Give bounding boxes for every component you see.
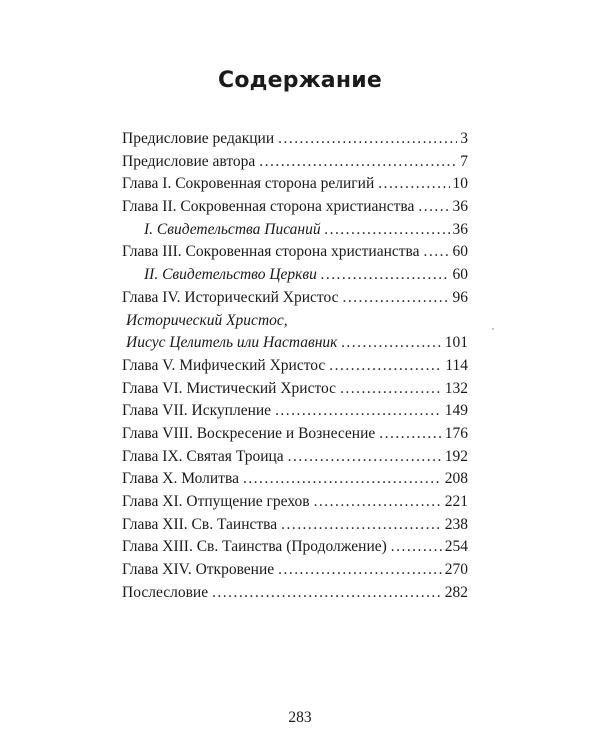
- toc-entry-chapter-11[interactable]: [122, 491, 468, 514]
- toc-entry-chapter-5[interactable]: [122, 355, 468, 378]
- toc-entry-page: 101: [444, 334, 468, 352]
- toc-entry-chapter-1[interactable]: [122, 173, 468, 196]
- toc-entry-page: 96: [452, 288, 468, 306]
- toc-entry-page: 254: [444, 538, 468, 556]
- toc-entry-afterword[interactable]: [122, 582, 468, 605]
- toc-entry-chapter-7[interactable]: [122, 400, 468, 423]
- page-title: Содержание: [218, 68, 382, 93]
- toc-entry-chapter-10[interactable]: [122, 468, 468, 491]
- toc-entry-page: 221: [444, 493, 468, 510]
- toc-entry-title: Глава IV. Исторический Христос: [122, 288, 339, 306]
- toc-entry-title: Глава XII. Св. Таинства: [122, 515, 278, 533]
- toc-entry-page: 282: [444, 583, 468, 601]
- toc-entry-title: II. Свидетельство Церкви: [144, 266, 317, 284]
- toc-entry-chapter-3-section-2[interactable]: [122, 264, 468, 287]
- toc-entry-page: 176: [444, 424, 468, 442]
- toc-entry-title: Послесловие: [122, 583, 209, 601]
- toc-entry-chapter-4-subtitle-line-1[interactable]: [122, 310, 468, 333]
- toc-entry-chapter-2[interactable]: [122, 196, 468, 219]
- toc-entry-page: 36: [452, 198, 468, 216]
- toc-entry-title: Глава XI. Отпущение грехов: [122, 493, 310, 510]
- dot-leader: [278, 128, 457, 151]
- toc-entry-page: 7: [460, 152, 468, 170]
- toc-entry-authors-preface[interactable]: [122, 151, 468, 174]
- toc-entry-title: Предисловие редакции: [122, 130, 275, 147]
- dot-leader: [259, 151, 457, 174]
- toc-entry-chapter-13[interactable]: [122, 536, 468, 559]
- toc-entry-title: Глава VII. Искупление: [122, 402, 272, 420]
- toc-entry-chapter-6[interactable]: [122, 378, 468, 401]
- dot-leader: [243, 468, 442, 491]
- dot-leader: [418, 196, 449, 219]
- toc-entry-title: Глава I. Сокровенная сторона религий: [122, 175, 375, 193]
- print-speck: [492, 328, 494, 330]
- toc-entry-chapter-4-subtitle-line-2[interactable]: [122, 332, 468, 355]
- toc-entry-chapter-12[interactable]: [122, 514, 468, 537]
- toc-entry-chapter-14[interactable]: [122, 559, 468, 582]
- toc-entry-page: 10: [452, 175, 468, 193]
- dot-leader: [288, 446, 442, 469]
- toc-entry-title: Исторический Христос,: [126, 311, 288, 329]
- page-number: 283: [288, 709, 312, 726]
- toc-entry-page: 192: [444, 447, 468, 465]
- toc-entry-page: 208: [444, 470, 468, 488]
- toc-entry-title: Глава X. Молитва: [122, 470, 239, 488]
- toc-entry-title: Предисловие автора: [122, 152, 256, 170]
- dot-leader: [379, 423, 441, 446]
- toc-entry-title: Глава XIII. Св. Таинства (Продолжение): [122, 538, 387, 556]
- toc-entry-chapter-3[interactable]: [122, 241, 468, 264]
- dot-leader: [391, 536, 442, 559]
- dot-leader: [325, 219, 450, 242]
- dot-leader: [341, 332, 441, 355]
- toc-entry-title: Глава IX. Святая Троица: [122, 447, 284, 465]
- dot-leader: [378, 173, 449, 196]
- toc-entry-title: Глава VIII. Воскресение и Вознесение: [122, 424, 376, 442]
- toc-entry-page: 270: [444, 561, 468, 579]
- toc-entry-page: 114: [445, 356, 468, 374]
- dot-leader: [321, 264, 450, 287]
- toc-entry-page: 132: [444, 379, 468, 397]
- dot-leader: [278, 559, 442, 582]
- toc-entry-page: 149: [444, 402, 468, 420]
- toc-entry-page: 36: [452, 220, 468, 238]
- dot-leader: [212, 582, 442, 605]
- toc-entry-editors-preface[interactable]: [122, 128, 468, 151]
- toc-entry-chapter-8[interactable]: [122, 423, 468, 446]
- toc-entry-title: Иисус Целитель или Наставник: [126, 334, 338, 352]
- toc-entry-page: 3: [460, 130, 468, 147]
- toc-entry-title: Глава V. Мифический Христос: [122, 356, 326, 374]
- toc-entry-chapter-2-section-1[interactable]: [122, 219, 468, 242]
- dot-leader: [281, 514, 442, 537]
- dot-leader: [275, 400, 442, 423]
- table-of-contents: [122, 128, 468, 604]
- toc-entry-title: I. Свидетельства Писаний: [144, 220, 321, 238]
- dot-leader: [424, 241, 450, 264]
- toc-entry-page: 60: [452, 243, 468, 261]
- toc-entry-title: Глава VI. Мистический Христос: [122, 379, 337, 397]
- toc-entry-page: 60: [452, 266, 468, 284]
- toc-entry-title: Глава XIV. Откровение: [122, 561, 275, 579]
- dot-leader: [342, 287, 449, 310]
- toc-entry-title: Глава II. Сокровенная сторона христианства: [122, 198, 415, 216]
- toc-entry-chapter-9[interactable]: [122, 446, 468, 469]
- dot-leader: [329, 355, 442, 378]
- dot-leader: [314, 491, 442, 514]
- dot-leader: [340, 378, 442, 401]
- toc-entry-page: 238: [444, 515, 468, 533]
- toc-entry-chapter-4[interactable]: [122, 287, 468, 310]
- toc-entry-title: Глава III. Сокровенная сторона христианства: [122, 243, 420, 261]
